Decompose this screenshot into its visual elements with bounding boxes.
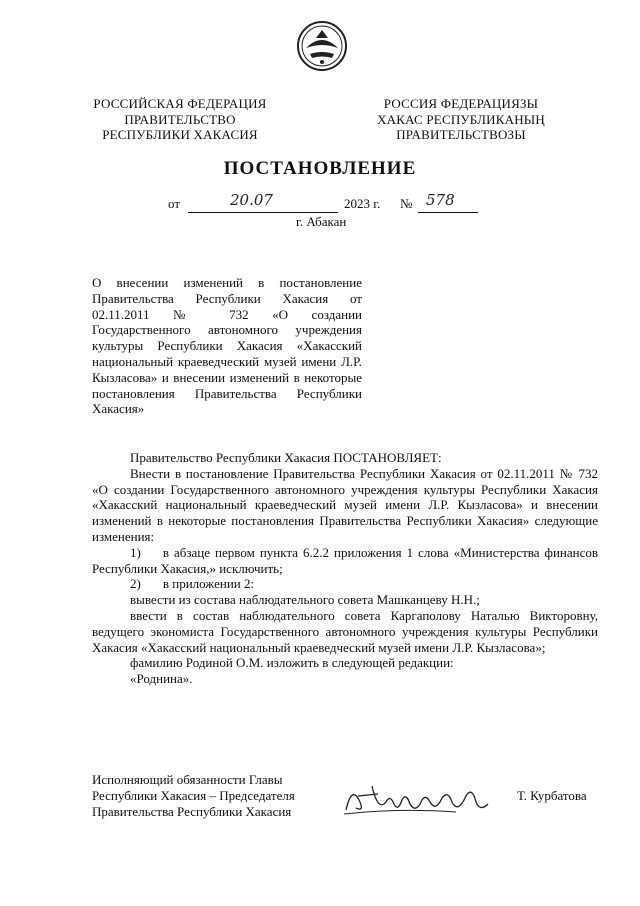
city: г. Абакан <box>296 214 347 229</box>
list-item-text: в абзаце первом пункта 6.2.2 приложения 1 слова «Министерства финансов Республики Хакасия,» исключить; <box>92 544 598 576</box>
body-paragraph: фамилию Родиной О.М. изложить в следующей редакции: <box>130 655 454 671</box>
number-handwritten: 578 <box>426 191 455 209</box>
body-paragraph: «Роднина». <box>130 671 193 687</box>
list-item-number: 1) <box>130 544 141 560</box>
signatory-line: Республики Хакасия – Председателя <box>92 788 295 803</box>
date-prefix: от <box>168 196 181 211</box>
header-right <box>366 96 556 143</box>
list-item <box>92 545 598 577</box>
signatory-title <box>92 772 295 820</box>
coat-of-arms-emblem <box>296 20 348 72</box>
document-body <box>92 450 598 687</box>
list-item <box>92 576 598 592</box>
body-paragraph: вывести из состава наблюдательного совета Машканцеву Н.Н.; <box>130 592 480 608</box>
header-left-line: РОССИЙСКАЯ ФЕДЕРАЦИЯ <box>93 96 267 111</box>
signatory-line: Правительства Республики Хакасия <box>92 804 292 819</box>
body-paragraph: Правительство Республики Хакасия ПОСТАНОВЛЯЕТ: <box>130 450 442 465</box>
signatory-line: Исполняющий обязанности Главы <box>92 772 283 787</box>
header-right-line: РОССИЯ ФЕДЕРАЦИЯЗЫ <box>383 96 539 111</box>
date-line <box>168 192 488 214</box>
body-paragraph: ввести в состав наблюдательного совета Каргаполову Наталью Викторовну, ведущего экономиста Государственного автономного учреждения культуры Республики Хакасия «Хакасский национальный краеведческий музей имени Л.Р. Кызласова»; <box>92 607 598 655</box>
signatory-name: Т. Курбатова <box>517 788 587 803</box>
list-item-text: в приложении 2: <box>162 576 255 592</box>
body-paragraph: Внести в постановление Правительства Республики Хакасия от 02.11.2011 № 732 «О создании Государственного автономного учреждения культуры Республики Хакасия «Хакасский национальный краеведческий музей имени Л.Р. Кызласова» и внесении изменений в некоторые постановления Правительства Республики Хакасия» следующие изменения: <box>92 465 598 544</box>
number-underline <box>418 212 478 213</box>
date-year: 2023 г. <box>344 196 381 211</box>
number-sign: № <box>400 196 413 211</box>
list-item-number: 2) <box>130 576 141 592</box>
header-right-line: ХАКАС РЕСПУБЛИКАНЫҢ <box>377 111 545 127</box>
header-left-line: РЕСПУБЛИКИ ХАКАСИЯ <box>102 127 258 142</box>
subject-block: О внесении изменений в постановление Правительства Республики Хакасия от 02.11.2011 № 732 «О создании Государственного автономного учреждения культуры Республики Хакасия «Хакасский национальный краеведческий музей имени Л.Р. Кызласова» и внесении изменений в некоторые постановления Правительства Республики Хакасия» <box>92 275 362 417</box>
header-left <box>92 96 268 143</box>
handwritten-signature <box>338 772 503 822</box>
header-right-line: ПРАВИТЕЛЬСТВОЗЫ <box>396 127 526 142</box>
document-title: ПОСТАНОВЛЕНИЕ <box>223 158 417 179</box>
date-underline <box>188 212 338 213</box>
header-left-line: ПРАВИТЕЛЬСТВО <box>124 111 236 127</box>
date-handwritten: 20.07 <box>230 191 273 209</box>
